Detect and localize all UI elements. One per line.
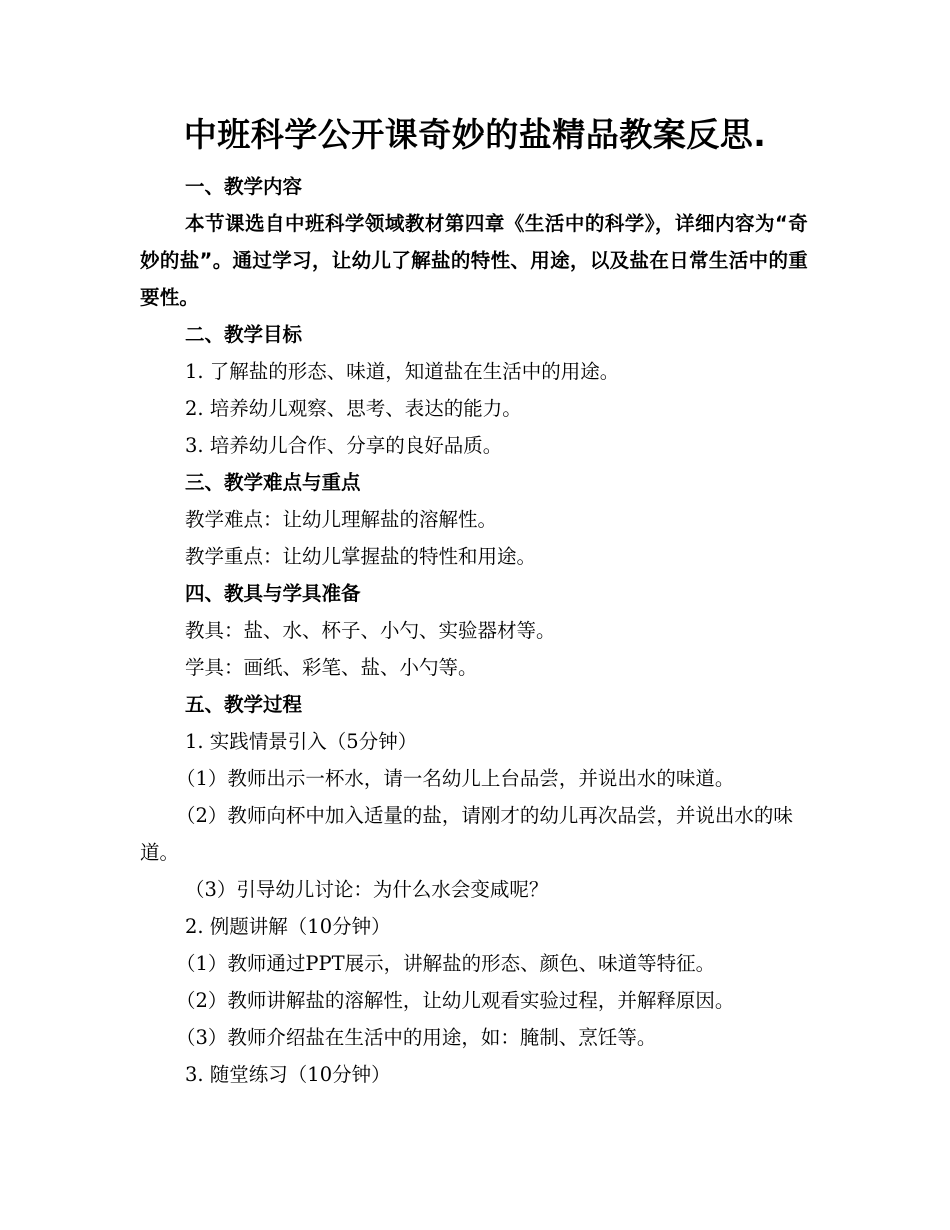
process-step-1-item-2: （2）教师向杯中加入适量的盐，请刚才的幼儿再次品尝，并说出水的味道。: [140, 804, 793, 864]
document-body: [140, 168, 808, 1093]
process-step-1-item-3: （3）引导幼儿讨论：为什么水会变咸呢？: [185, 878, 549, 901]
process-step-2-item-1: （1）教师通过PPT展示，讲解盐的形态、颜色、味道等特征。: [176, 952, 716, 975]
student-materials-item: 学具：画纸、彩笔、盐、小勺等。: [185, 656, 478, 679]
section-heading-process: 五、教学过程: [185, 693, 303, 716]
difficulty-item: 教学难点：让幼儿理解盐的溶解性。: [185, 508, 498, 531]
section-heading-teaching-goals: 二、教学目标: [185, 323, 303, 346]
goal-item-2: 2. 培养幼儿观察、思考、表达的能力。: [185, 397, 522, 420]
key-point-item: 教学重点：让幼儿掌握盐的特性和用途。: [185, 545, 537, 568]
page-title: 中班科学公开课奇妙的盐精品教案反思.: [183, 115, 767, 154]
section-heading-materials: 四、教具与学具准备: [185, 582, 361, 605]
process-step-1-heading: 1. 实践情景引入（5分钟）: [185, 730, 418, 753]
section-heading-teaching-content: 一、教学内容: [185, 175, 303, 198]
process-step-2-item-2: （2）教师讲解盐的溶解性，让幼儿观看实验过程，并解释原因。: [176, 989, 735, 1012]
process-step-3-heading: 3. 随堂练习（10分钟）: [185, 1063, 391, 1086]
teacher-materials-item: 教具：盐、水、杯子、小勺、实验器材等。: [185, 619, 556, 642]
process-step-2-heading: 2. 例题讲解（10分钟）: [185, 915, 391, 938]
process-step-2-item-3: （3）教师介绍盐在生活中的用途，如：腌制、烹饪等。: [176, 1026, 657, 1049]
section-heading-difficulties: 三、教学难点与重点: [185, 471, 361, 494]
process-step-1-item-1: （1）教师出示一杯水，请一名幼儿上台品尝，并说出水的味道。: [176, 767, 735, 790]
goal-item-3: 3. 培养幼儿合作、分享的良好品质。: [185, 434, 503, 457]
teaching-content-paragraph: 本节课选自中班科学领域教材第四章《生活中的科学》，详细内容为“奇妙的盐”。通过学习，让幼儿了解盐的特性、用途，以及盐在日常生活中的重要性。: [140, 212, 808, 309]
goal-item-1: 1. 了解盐的形态、味道，知道盐在生活中的用途。: [185, 360, 620, 383]
